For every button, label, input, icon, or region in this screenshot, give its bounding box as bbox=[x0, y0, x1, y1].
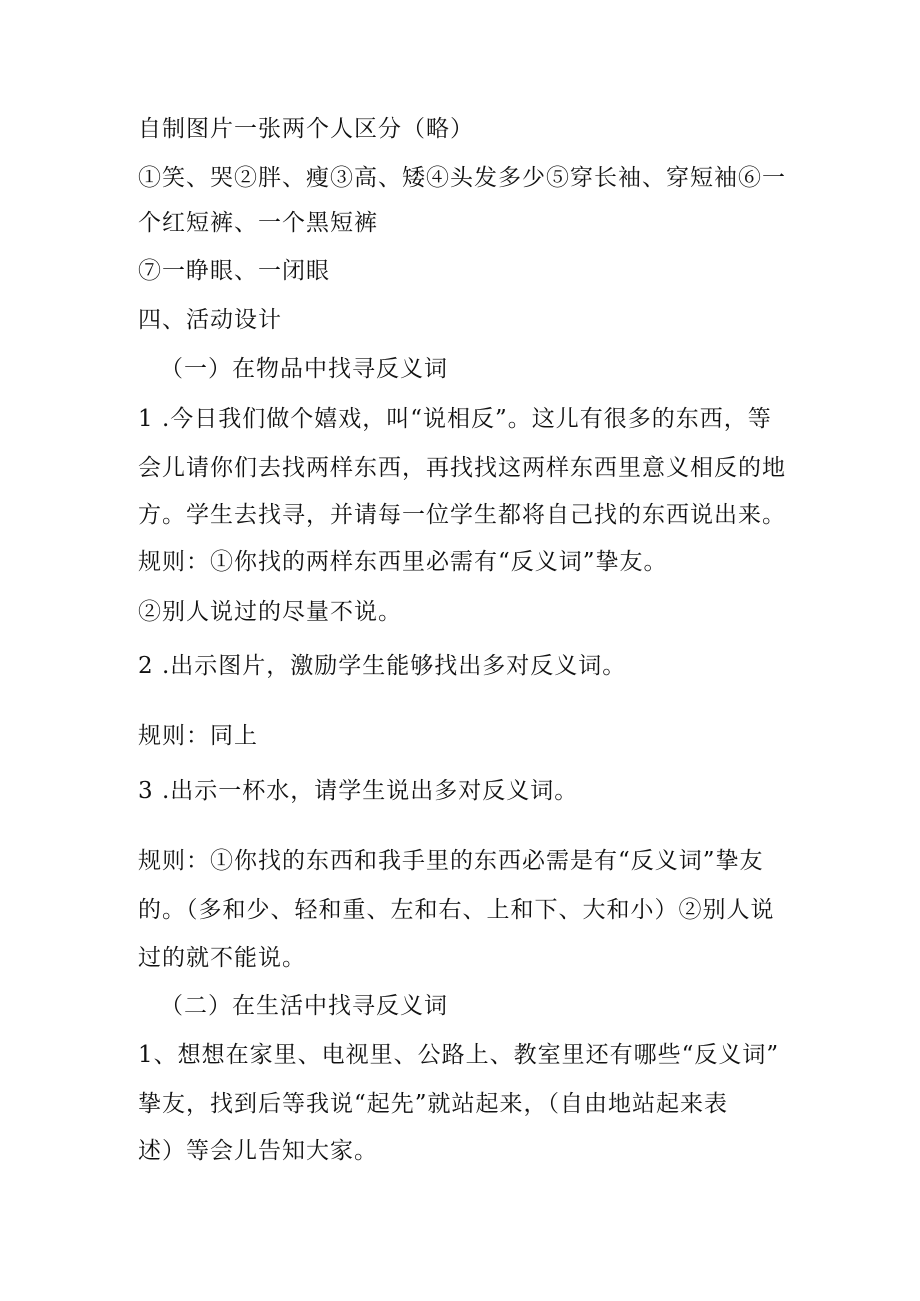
text-line-rule2: 规则：同上 bbox=[138, 723, 258, 749]
text-line-step2: 2 .出示图片，激励学生能够找出多对反义词。 bbox=[138, 653, 627, 679]
text-line-life-b: 挚友，找到后等我说“起先”就站起来，（自由地站起来表 bbox=[138, 1091, 729, 1117]
subsection-heading-daily-life: （二）在生活中找寻反义词 bbox=[160, 993, 448, 1019]
text-line-rule1-a: 规则：①你找的两样东西里必需有“反义词”挚友。 bbox=[138, 549, 668, 575]
text-line-materials: 自制图片一张两个人区分（略） bbox=[138, 116, 474, 142]
text-line-differences-2: 个红短裤、一个黑短裤 bbox=[138, 210, 378, 236]
section-heading-activity-design: 四、活动设计 bbox=[138, 307, 282, 333]
subsection-heading-objects: （一）在物品中找寻反义词 bbox=[160, 356, 448, 382]
text-line-differences-1: ①笑、哭②胖、瘦③高、矮④头发多少⑤穿长袖、穿短袖⑥一 bbox=[138, 165, 786, 191]
text-line-step1-b: 会儿请你们去找两样东西，再找找这两样东西里意义相反的地 bbox=[138, 455, 786, 481]
text-line-step1-c: 方。学生去找寻，并请每一位学生都将自己找的东西说出来。 bbox=[138, 502, 786, 528]
text-line-rule3-b: 的。（多和少、轻和重、左和右、上和下、大和小）②别人说 bbox=[138, 897, 775, 923]
text-line-life-a: 1、想想在家里、电视里、公路上、教室里还有哪些“反义词” bbox=[138, 1042, 780, 1068]
text-line-step1-a: 1 .今日我们做个嬉戏，叫“说相反”。这儿有很多的东西，等 bbox=[138, 406, 772, 432]
text-line-rule3-a: 规则：①你找的东西和我手里的东西必需是有“反义词”挚友 bbox=[138, 848, 764, 874]
text-line-rule1-b: ②别人说过的尽量不说。 bbox=[138, 599, 402, 625]
text-line-differences-3: ⑦一睁眼、一闭眼 bbox=[138, 258, 330, 284]
text-line-rule3-c: 过的就不能说。 bbox=[138, 945, 306, 971]
text-line-life-c: 述）等会儿告知大家。 bbox=[138, 1138, 378, 1164]
text-line-step3: 3 .出示一杯水，请学生说出多对反义词。 bbox=[138, 778, 579, 804]
